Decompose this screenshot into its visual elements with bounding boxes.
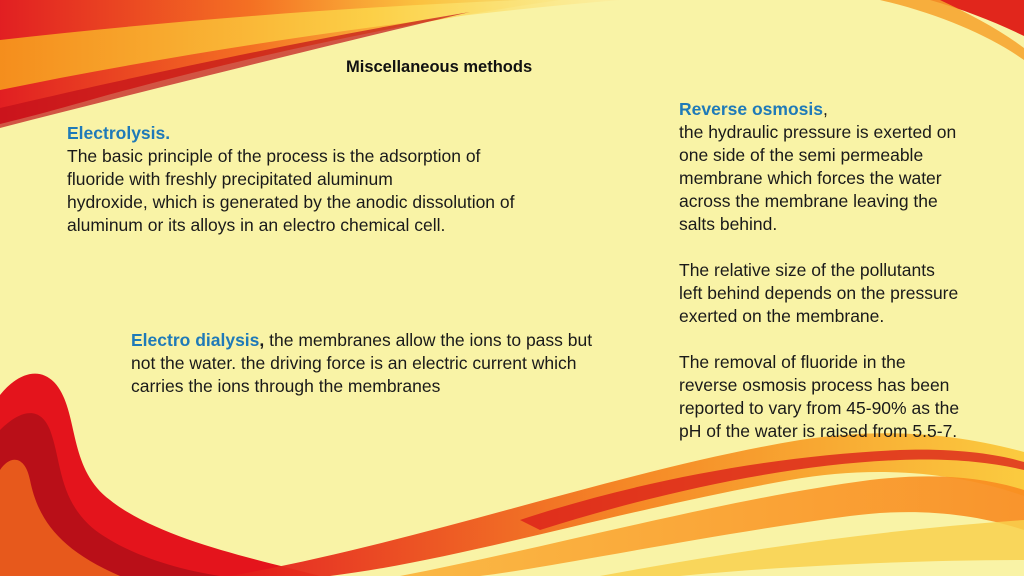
- electro-dialysis-body: the membranes allow the ions to pass but not the water. the driving force is an electric current which carries the ions through the membranes: [131, 330, 593, 396]
- ro-para3-line: reverse osmosis process has been: [679, 375, 950, 395]
- electrolysis-line: The basic principle of the process is the adsorption of: [67, 146, 481, 166]
- ro-para1-line: across the membrane leaving the: [679, 191, 938, 211]
- ro-para3-line: reported to vary from 45-90% as the: [679, 398, 960, 418]
- reverse-osmosis-comma: ,: [822, 99, 828, 119]
- electro-dialysis-section: [131, 329, 621, 398]
- electro-dialysis-comma: ,: [259, 330, 265, 350]
- ro-para1-line: membrane which forces the water: [679, 168, 942, 188]
- ro-para1-line: one side of the semi permeable: [679, 145, 924, 165]
- slide-title: Miscellaneous methods: [346, 58, 533, 76]
- electrolysis-line: aluminum or its alloys in an electro chemical cell.: [67, 215, 446, 235]
- electrolysis-heading: Electrolysis.: [67, 123, 171, 143]
- ro-para3-line: pH of the water is raised from 5.5-7.: [679, 421, 958, 441]
- ro-para1-line: the hydraulic pressure is exerted on: [679, 122, 957, 142]
- reverse-osmosis-heading: Reverse osmosis: [679, 99, 823, 119]
- electrolysis-line: hydroxide, which is generated by the anodic dissolution of: [67, 192, 515, 212]
- ro-para2-line: exerted on the membrane.: [679, 306, 885, 326]
- electrolysis-section: [67, 122, 587, 237]
- ro-para1-line: salts behind.: [679, 214, 778, 234]
- electrolysis-line: fluoride with freshly precipitated aluminum: [67, 169, 393, 189]
- ro-para2-line: left behind depends on the pressure: [679, 283, 959, 303]
- ro-para3-line: The removal of fluoride in the: [679, 352, 906, 372]
- ro-para2-line: The relative size of the pollutants: [679, 260, 935, 280]
- electro-dialysis-heading: Electro dialysis: [131, 330, 260, 350]
- reverse-osmosis-section: [679, 98, 999, 443]
